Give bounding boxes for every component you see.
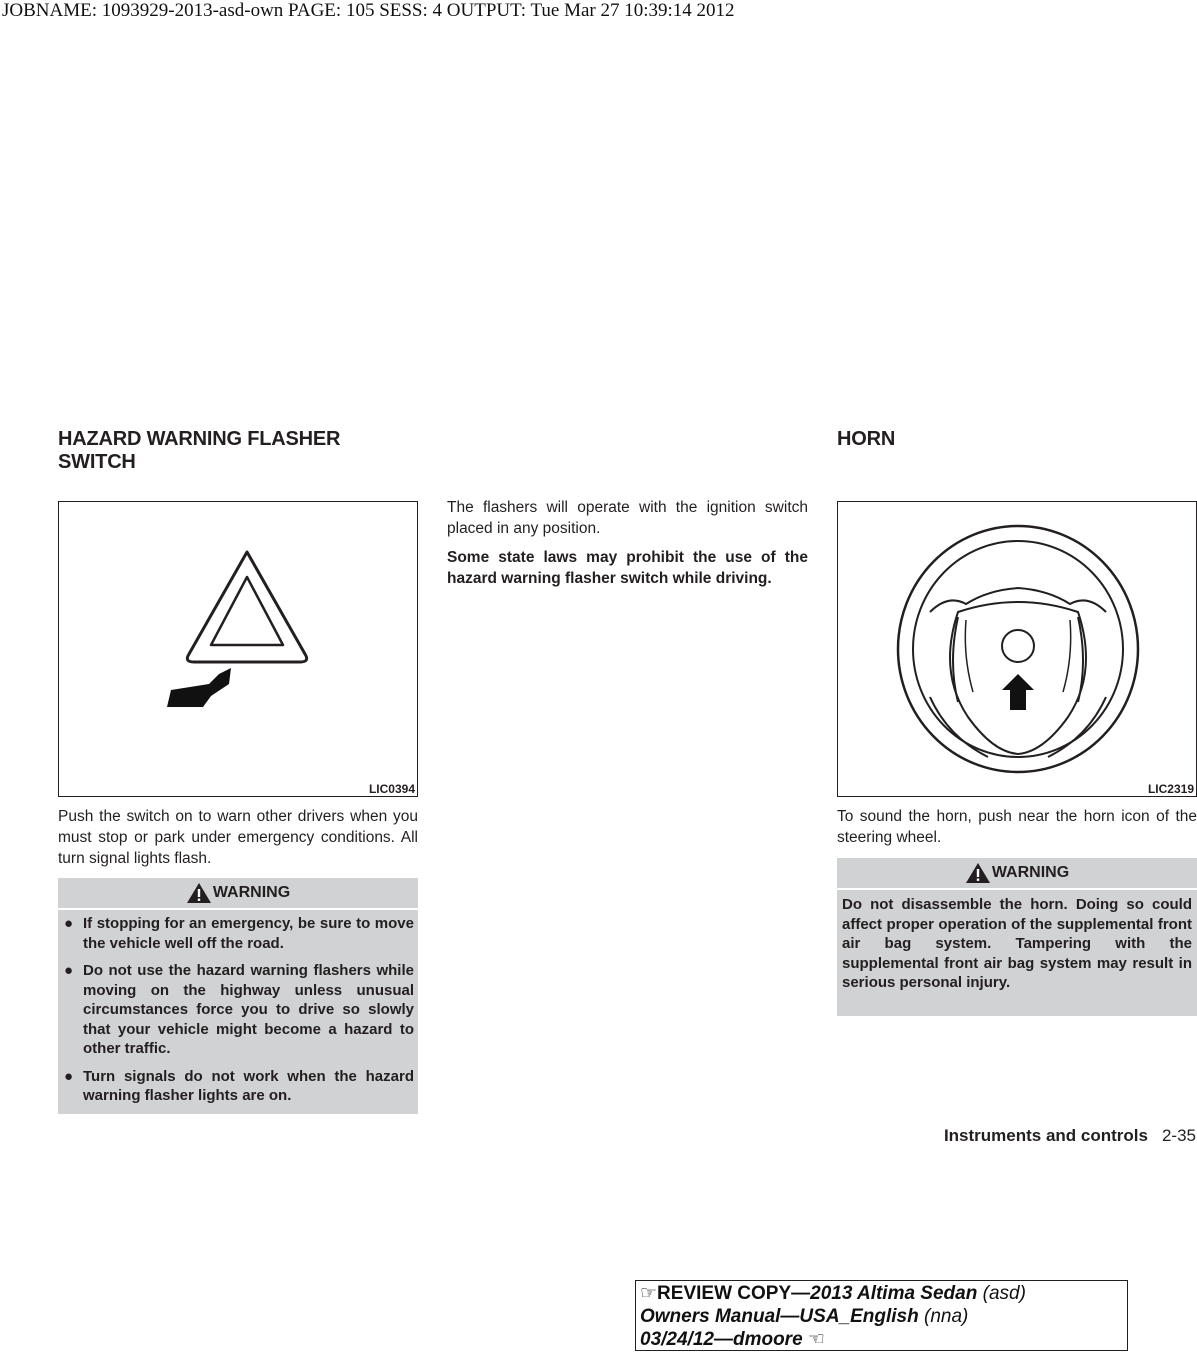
- bullet-icon: ●: [64, 962, 74, 979]
- horn-warning-label: WARNING: [991, 864, 1070, 881]
- review-date-user: 03/24/12—dmoore: [640, 1329, 803, 1350]
- hazard-description: Push the switch on to warn other drivers when you must stop or park under emergency conditions. All turn signal lights flash.: [58, 808, 418, 867]
- review-label: REVIEW COPY—: [657, 1283, 811, 1304]
- review-line-2: [640, 1305, 1123, 1328]
- page-number: 2-35: [1161, 1126, 1196, 1145]
- review-copy-box: [635, 1280, 1128, 1351]
- hazard-figure-code: LIC0394: [368, 782, 415, 796]
- footer-section-title: Instruments and controls: [943, 1126, 1148, 1145]
- list-item: ● Turn signals do not work when the hazard warning flasher lights are on.: [64, 1067, 414, 1104]
- review-line-1: [640, 1282, 1123, 1305]
- state-law-note: Some state laws may prohibit the use of the hazard warning flasher switch while driving.: [447, 549, 808, 587]
- warning-triangle-icon: [965, 862, 991, 884]
- pointing-hand-left-icon: ☜: [807, 1329, 825, 1350]
- hazard-warning-title: [58, 878, 418, 910]
- horn-warning-title: [837, 858, 1197, 890]
- horn-warning-text: Do not disassemble the horn. Doing so could affect proper operation of the supplemental front air bag system. Tampering with the supplemental front air bag system may result in serious personal injury.: [842, 896, 1192, 991]
- hazard-warning-label: WARNING: [212, 884, 291, 901]
- hazard-triangle-switch-illustration: [59, 502, 417, 796]
- bullet-icon: ●: [64, 915, 74, 932]
- bullet-icon: ●: [64, 1067, 74, 1085]
- hazard-heading-line2: SWITCH: [58, 451, 136, 473]
- horn-figure-code: LIC2319: [1147, 782, 1194, 796]
- flasher-ignition-note: The flashers will operate with the ignition switch placed in any position.: [447, 499, 808, 537]
- hazard-switch-figure: [58, 501, 418, 797]
- list-item: ● If stopping for an emergency, be sure to move the vehicle well off the road.: [64, 915, 414, 952]
- hazard-section-heading: [58, 428, 340, 474]
- warning-triangle-icon: [186, 882, 212, 904]
- review-manual: Owners Manual—USA_English: [640, 1306, 919, 1327]
- hazard-warning-box: [58, 878, 418, 1114]
- review-model-code: (asd): [982, 1283, 1026, 1304]
- page-footer: [944, 1126, 1196, 1146]
- horn-description: To sound the horn, push near the horn icon of the steering wheel.: [837, 808, 1197, 846]
- list-item: ● Do not use the hazard warning flashers while moving on the highway unless unusual circumstances force you to drive so slowly that your vehicle might become a hazard to other traffic.: [64, 962, 414, 1057]
- steering-wheel-horn-illustration: [838, 502, 1196, 796]
- print-job-header: JOBNAME: 1093929-2013-asd-own PAGE: 105 SESS: 4 OUTPUT: Tue Mar 27 10:39:14 2012: [2, 0, 735, 21]
- pointing-hand-right-icon: ☞: [640, 1283, 658, 1304]
- horn-section-heading: HORN: [837, 428, 896, 450]
- hazard-warning-list: [58, 910, 418, 1110]
- hazard-heading-line1: HAZARD WARNING FLASHER: [58, 428, 341, 450]
- horn-figure: [837, 501, 1197, 797]
- review-model: 2013 Altima Sedan: [810, 1283, 978, 1304]
- review-manual-code: (nna): [924, 1306, 969, 1327]
- review-line-3: [640, 1328, 1123, 1351]
- horn-warning-box: [837, 858, 1197, 1016]
